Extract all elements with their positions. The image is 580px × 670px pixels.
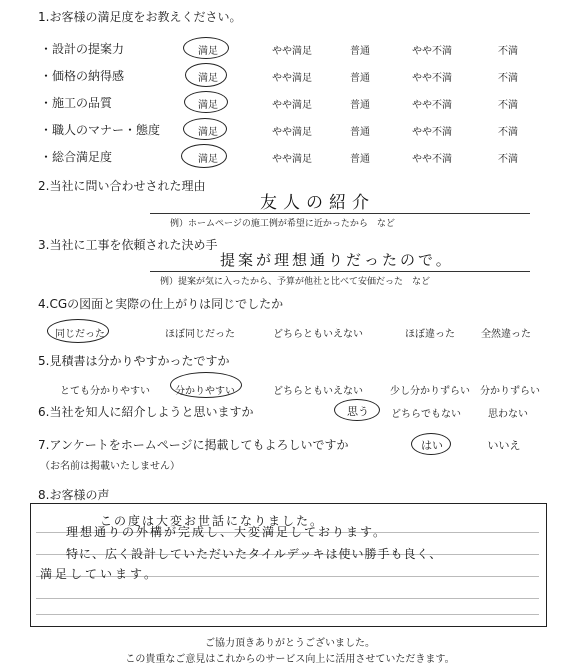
q5-option: 少し分かりずらい bbox=[390, 386, 470, 397]
q1-option: やや不満 bbox=[412, 46, 452, 57]
q2-handwritten-answer: 友人の紹介 bbox=[260, 193, 375, 213]
footer-usage: この貴重なご意見はこれからのサービス向上に活用させていただきます。 bbox=[125, 654, 455, 665]
q4-option: 全然違った bbox=[481, 329, 531, 340]
q1-option: やや不満 bbox=[412, 100, 452, 111]
q1-option: やや不満 bbox=[412, 127, 452, 138]
selection-circle bbox=[47, 319, 109, 343]
q1-option: 普通 bbox=[350, 127, 370, 138]
q1-option: 満足 bbox=[198, 46, 218, 57]
q1-option: 不満 bbox=[498, 73, 518, 84]
q5-option: どちらともいえない bbox=[273, 386, 363, 397]
comment-line-text: 理想通りの外構が完成し、大変満足しております。 bbox=[66, 525, 388, 539]
q6-option: 思う bbox=[347, 405, 369, 418]
q1-option: 普通 bbox=[350, 100, 370, 111]
comment-line bbox=[36, 598, 539, 599]
answer-line bbox=[150, 271, 530, 272]
q1-option: 満足 bbox=[198, 100, 218, 111]
selection-circle bbox=[181, 144, 227, 168]
q7-option: はい bbox=[421, 439, 443, 452]
q4-option: 同じだった bbox=[55, 329, 105, 340]
q4-option: どちらともいえない bbox=[273, 329, 363, 340]
q1-option: やや満足 bbox=[272, 154, 312, 165]
q5-title: 5.見積書は分かりやすかったですか bbox=[38, 354, 230, 368]
q1-option: やや満足 bbox=[272, 127, 312, 138]
q3-title: 3.当社に工事を依頼された決め手 bbox=[38, 238, 218, 252]
q1-option: 普通 bbox=[350, 154, 370, 165]
q6-title: 6.当社を知人に紹介しようと思いますか bbox=[38, 405, 254, 419]
footer-thanks: ご協力頂きありがとうございました。 bbox=[205, 638, 375, 649]
q1-option: やや不満 bbox=[412, 154, 452, 165]
q4-title: 4.CGの図面と実際の仕上がりは同じでしたか bbox=[38, 297, 284, 311]
q5-option: 分かりずらい bbox=[480, 386, 540, 397]
q1-option: 不満 bbox=[498, 154, 518, 165]
q5-option: とても分かりやすい bbox=[60, 386, 150, 397]
q1-title: 1.お客様の満足度をお教えください。 bbox=[38, 10, 242, 24]
comment-line-text: この度は大変お世話になりました。 bbox=[100, 514, 325, 528]
selection-circle bbox=[184, 91, 228, 113]
q4-option: ほぼ違った bbox=[405, 329, 455, 340]
q1-option: 不満 bbox=[498, 100, 518, 111]
q1-option: 満足 bbox=[198, 73, 218, 84]
q6-option: 思わない bbox=[488, 409, 528, 420]
q1-option: 満足 bbox=[198, 154, 218, 165]
q3-example: 例）提案が気に入ったから、予算が他社と比べて安価だった など bbox=[160, 277, 431, 287]
q1-row-label: ・施工の品質 bbox=[40, 96, 113, 110]
q4-option: ほぼ同じだった bbox=[165, 329, 235, 340]
q7-note: （お名前は掲載いたしません） bbox=[40, 461, 180, 472]
q2-example: 例）ホームページの施工例が希望に近かったから など bbox=[170, 219, 395, 229]
q6-option: どちらでもない bbox=[391, 409, 461, 420]
q7-option: いいえ bbox=[487, 439, 521, 452]
q1-option: やや満足 bbox=[272, 73, 312, 84]
comment-line bbox=[36, 614, 539, 615]
answer-line bbox=[150, 213, 530, 214]
q1-option: 不満 bbox=[498, 127, 518, 138]
selection-circle bbox=[183, 37, 229, 59]
q1-row-label: ・価格の納得感 bbox=[40, 69, 125, 83]
q1-option: やや満足 bbox=[272, 46, 312, 57]
q1-option: やや不満 bbox=[412, 73, 452, 84]
selection-circle bbox=[334, 399, 380, 421]
selection-circle bbox=[185, 63, 227, 87]
q1-row-label: ・総合満足度 bbox=[40, 150, 113, 164]
q7-title: 7.アンケートをホームページに掲載してもよろしいですか bbox=[38, 438, 349, 452]
q1-row-label: ・職人のマナー・態度 bbox=[40, 123, 161, 137]
q1-option: 普通 bbox=[350, 73, 370, 84]
q3-handwritten-answer: 提案が理想通りだったので。 bbox=[220, 251, 454, 269]
selection-circle bbox=[183, 118, 227, 140]
q1-option: やや満足 bbox=[272, 100, 312, 111]
q2-title: 2.当社に問い合わせされた理由 bbox=[38, 179, 206, 193]
q1-option: 不満 bbox=[498, 46, 518, 57]
q1-row-label: ・設計の提案力 bbox=[40, 42, 125, 56]
q1-option: 普通 bbox=[350, 46, 370, 57]
selection-circle bbox=[411, 433, 451, 455]
comment-line-text: 特に、広く設計していただいたタイルデッキは使い勝手も良く、 bbox=[66, 547, 443, 561]
q5-option: 分かりやすい bbox=[175, 386, 235, 397]
q8-title: 8.お客様の声 bbox=[38, 488, 110, 502]
q1-option: 満足 bbox=[198, 127, 218, 138]
comment-line-text: 満足しています。 bbox=[40, 567, 160, 581]
selection-circle bbox=[170, 372, 242, 398]
